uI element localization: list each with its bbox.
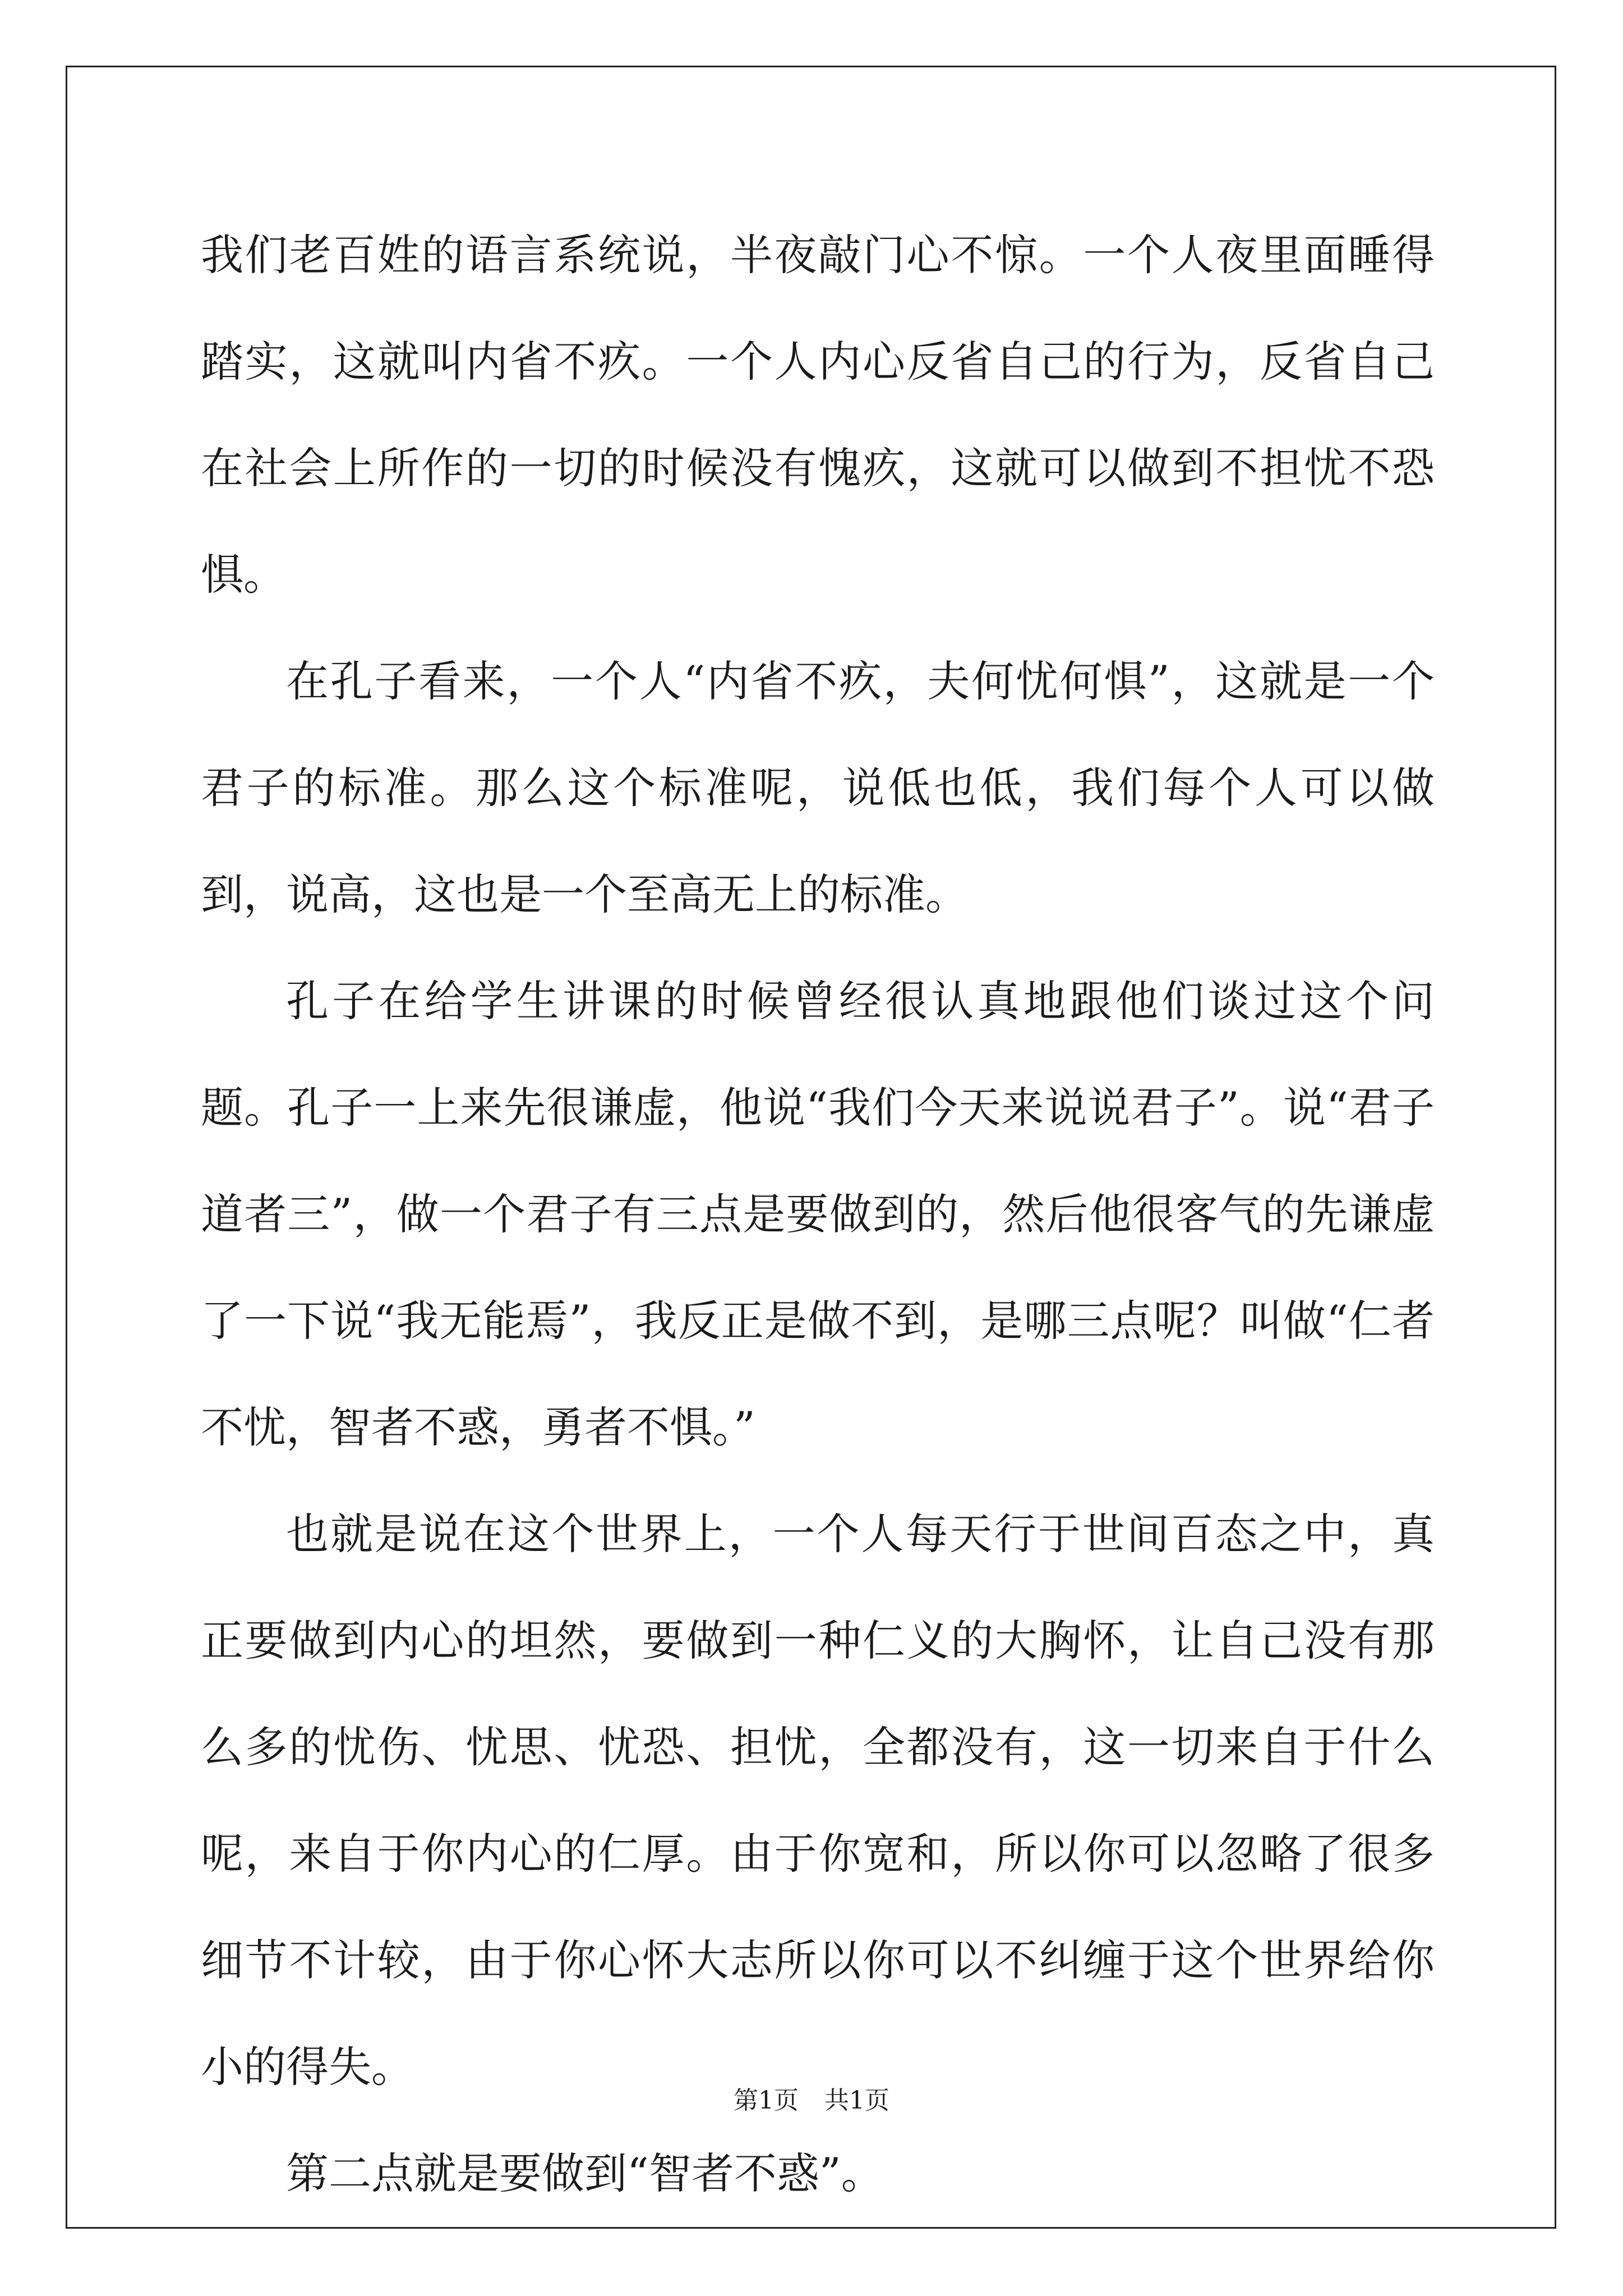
page-number-current: 第1页 xyxy=(734,2086,799,2115)
paragraph: 孔子在给学生讲课的时候曾经很认真地跟他们谈过这个问题。孔子一上来先很谦虚，他说“我们今天来说说君子”。说“君子道者三”，做一个君子有三点是要做到的，然后他很客气的先谦虚了一下说“我无能焉”，我反正是做不到，是哪三点呢？叫做“仁者不忧，智者不惑，勇者不惧。” xyxy=(201,976,1435,1452)
paragraph: 在孔子看来，一个人“内省不疚，夫何忧何惧”，这就是一个君子的标准。那么这个标准呢，说低也低，我们每个人可以做到，说高，这也是一个至高无上的标准。 xyxy=(201,656,1435,919)
page-footer xyxy=(0,2084,1623,2118)
paragraph: 第二点就是要做到“智者不惑”。 xyxy=(286,2148,884,2198)
paragraph: 我们老百姓的语言系统说，半夜敲门心不惊。一个人夜里面睡得踏实，这就叫内省不疚。一个人内心反省自己的行为，反省自己在社会上所作的一切的时候没有愧疚，这就可以做到不担忧不恐惧。 xyxy=(201,230,1435,600)
paragraph: 也就是说在这个世界上，一个人每天行于世间百态之中，真正要做到内心的坦然，要做到一种仁义的大胸怀，让自己没有那么多的忧伤、忧思、忧恐、担忧，全都没有，这一切来自于什么呢，来自于你内心的仁厚。由于你宽和，所以你可以忽略了很多细节不计较，由于你心怀大志所以你可以不纠缠于这个世界给你小的得失。 xyxy=(201,1509,1435,2092)
document-body xyxy=(201,202,1435,2227)
page-number-total: 共1页 xyxy=(824,2086,889,2115)
